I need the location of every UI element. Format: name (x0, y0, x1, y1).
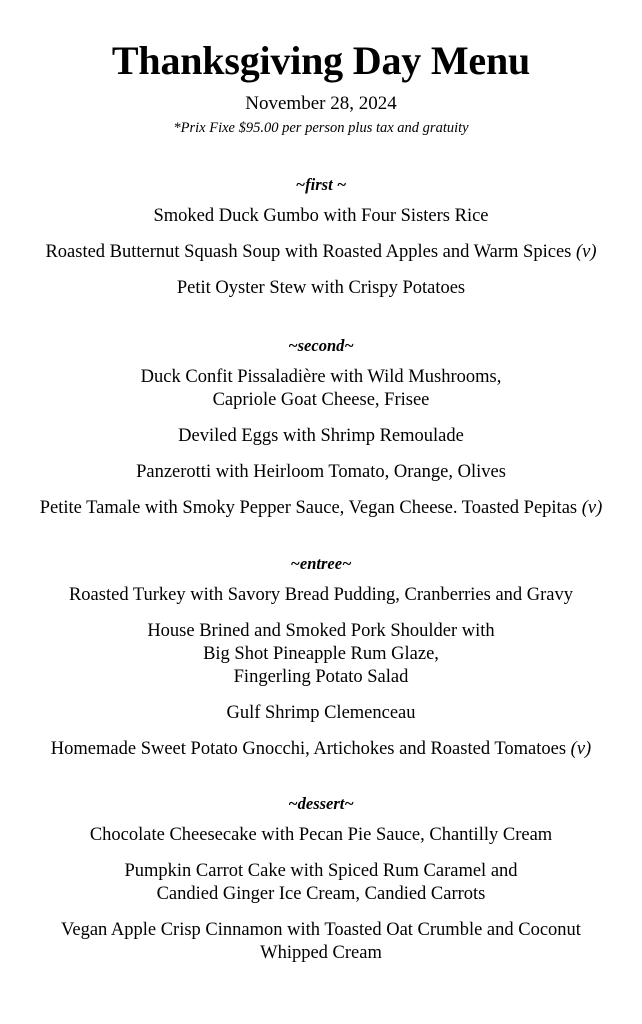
menu-item-line: Pumpkin Carrot Cake with Spiced Rum Caramel and (124, 861, 518, 881)
menu-item-line: Deviled Eggs with Shrimp Remoulade (178, 426, 464, 446)
menu-item (30, 461, 612, 484)
menu-item-line: Roasted Butternut Squash Soup with Roasted Apples and Warm Spices (v) (45, 242, 597, 262)
section-heading-first: ~first ~ (295, 175, 347, 194)
menu-section-first (30, 174, 612, 300)
menu-item (30, 620, 612, 689)
menu-item-line: Fingerling Potato Salad (233, 667, 409, 687)
menu-section-entree (30, 553, 612, 761)
menu-item (30, 738, 612, 761)
menu-item (30, 702, 612, 725)
menu-item-list (30, 824, 612, 965)
section-heading-second: ~second~ (288, 336, 354, 355)
menu-item-line: Petit Oyster Stew with Crispy Potatoes (176, 278, 466, 298)
prix-fixe-note: *Prix Fixe $95.00 per person plus tax and gratuity (173, 120, 469, 136)
menu-item (30, 919, 612, 965)
menu-item (30, 366, 612, 412)
menu-item-line: Smoked Duck Gumbo with Four Sisters Rice (153, 206, 489, 226)
menu-item (30, 277, 612, 300)
menu-item (30, 860, 612, 906)
vegetarian-marker: (v) (575, 242, 597, 262)
menu-item-line: Capriole Goat Cheese, Frisee (212, 390, 430, 410)
menu-section-dessert (30, 793, 612, 965)
menu-item-line: Homemade Sweet Potato Gnocchi, Artichokes and Roasted Tomatoes (v) (50, 739, 592, 759)
menu-item (30, 241, 612, 264)
menu-date: November 28, 2024 (245, 93, 397, 114)
page-title: Thanksgiving Day Menu (111, 38, 531, 83)
menu-section-second (30, 335, 612, 520)
menu-item-list (30, 366, 612, 520)
menu-item-line: Vegan Apple Crisp Cinnamon with Toasted Oat Crumble and Coconut (61, 920, 581, 940)
menu-item-line: Chocolate Cheesecake with Pecan Pie Sauce, Chantilly Cream (89, 825, 553, 845)
menu-item (30, 824, 612, 847)
menu-item-list (30, 205, 612, 300)
menu-sections (30, 174, 612, 965)
section-heading-entree: ~entree~ (290, 554, 352, 573)
menu-item-line: Duck Confit Pissaladière with Wild Mushrooms, (140, 367, 502, 387)
vegetarian-marker: (v) (570, 739, 592, 759)
menu-item-list (30, 584, 612, 761)
section-heading-dessert: ~dessert~ (288, 794, 354, 813)
menu-item-line: Roasted Turkey with Savory Bread Pudding, Cranberries and Gravy (68, 585, 574, 605)
menu-item-line: Candied Ginger Ice Cream, Candied Carrots (156, 884, 486, 904)
menu-header (30, 0, 612, 138)
menu-item (30, 205, 612, 228)
menu-item (30, 497, 612, 520)
menu-item (30, 425, 612, 448)
menu-item-line: Whipped Cream (260, 943, 382, 963)
menu-item-line: Petite Tamale with Smoky Pepper Sauce, Vegan Cheese. Toasted Pepitas (v) (39, 498, 603, 518)
menu-item-line: Big Shot Pineapple Rum Glaze, (203, 644, 439, 664)
menu-item-line: Gulf Shrimp Clemenceau (226, 703, 416, 723)
menu-item (30, 584, 612, 607)
vegetarian-marker: (v) (581, 498, 603, 518)
menu-item-line: Panzerotti with Heirloom Tomato, Orange, Olives (136, 462, 506, 482)
menu-item-line: House Brined and Smoked Pork Shoulder with (147, 621, 495, 641)
